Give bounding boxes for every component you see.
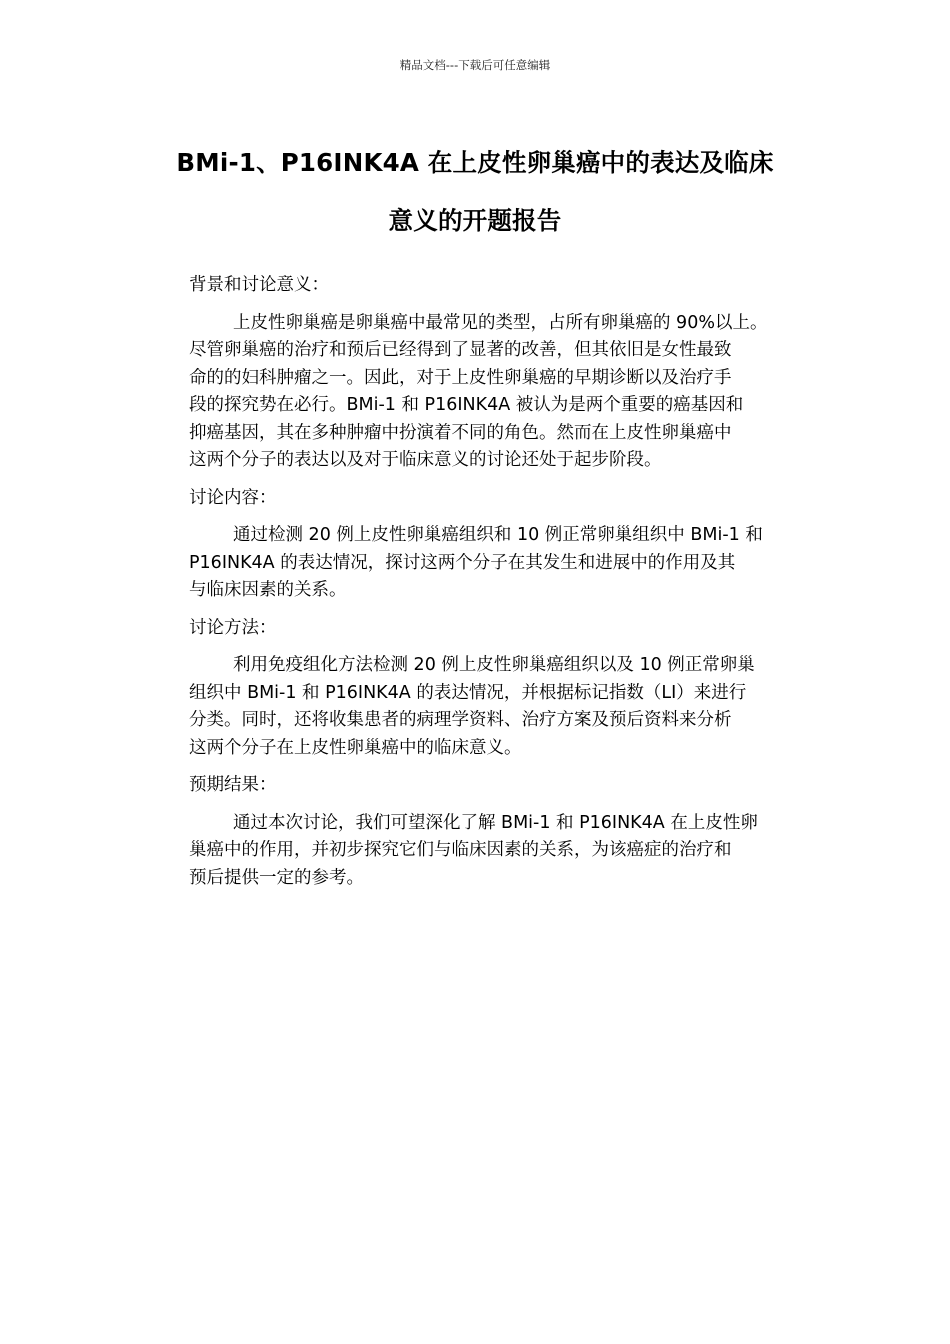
- paragraph-line: 上皮性卵巢癌是卵巢癌中最常见的类型，占所有卵巢癌的 90%以上。: [233, 312, 768, 333]
- paragraph-line: 分类。同时，还将收集患者的病理学资料、治疗方案及预后资料来分析: [189, 710, 732, 730]
- document-body: [145, 272, 815, 902]
- section-heading-methods: 讨论方法：: [189, 617, 277, 638]
- paragraph-line: 预后提供一定的参考。: [189, 867, 364, 888]
- paragraph-line: 通过本次讨论，我们可望深化了解 BMi-1 和 P16INK4A 在上皮性卵: [233, 812, 758, 833]
- paragraph-line: 巢癌中的作用，并初步探究它们与临床因素的关系，为该癌症的治疗和: [189, 840, 732, 860]
- section-paragraph-background: [145, 310, 815, 475]
- paragraph-line: 抑癌基因，其在多种肿瘤中扮演着不同的角色。然而在上皮性卵巢癌中: [189, 422, 732, 443]
- title-line-2: 意义的开题报告: [388, 206, 562, 235]
- paragraph-line: 与临床因素的关系。: [189, 580, 347, 600]
- paragraph-line: 通过检测 20 例上皮性卵巢癌组织和 10 例正常卵巢组织中 BMi-1 和: [233, 525, 763, 545]
- paragraph-line: 命的的妇科肿瘤之一。因此，对于上皮性卵巢癌的早期诊断以及治疗手: [189, 367, 732, 388]
- section-paragraph-results: [145, 810, 815, 893]
- header-watermark: 精品文档---下载后可任意编辑: [399, 58, 551, 72]
- paragraph-line: 这两个分子的表达以及对于临床意义的讨论还处于起步阶段。: [189, 450, 662, 470]
- paragraph-line: 尽管卵巢癌的治疗和预后已经得到了显著的改善，但其依旧是女性最致: [189, 340, 732, 360]
- document-title: [120, 134, 830, 250]
- section-heading-background: 背景和讨论意义：: [189, 275, 329, 295]
- paragraph-line: 组织中 BMi-1 和 P16INK4A 的表达情况，并根据标记指数（LI）来进行: [189, 682, 747, 703]
- section-heading-content: 讨论内容：: [189, 487, 277, 508]
- paragraph-line: 段的探究势在必行。BMi-1 和 P16INK4A 被认为是两个重要的癌基因和: [189, 395, 744, 415]
- section-heading-results: 预期结果：: [189, 775, 277, 795]
- section-paragraph-methods: [145, 652, 815, 762]
- paragraph-line: P16INK4A 的表达情况，探讨这两个分子在其发生和进展中的作用及其: [189, 552, 736, 573]
- paragraph-line: 利用免疫组化方法检测 20 例上皮性卵巢癌组织以及 10 例正常卵巢: [233, 655, 755, 675]
- section-paragraph-content: [145, 522, 815, 605]
- paragraph-line: 这两个分子在上皮性卵巢癌中的临床意义。: [189, 737, 522, 758]
- title-line-1: BMi-1、P16INK4A 在上皮性卵巢癌中的表达及临床: [176, 148, 774, 177]
